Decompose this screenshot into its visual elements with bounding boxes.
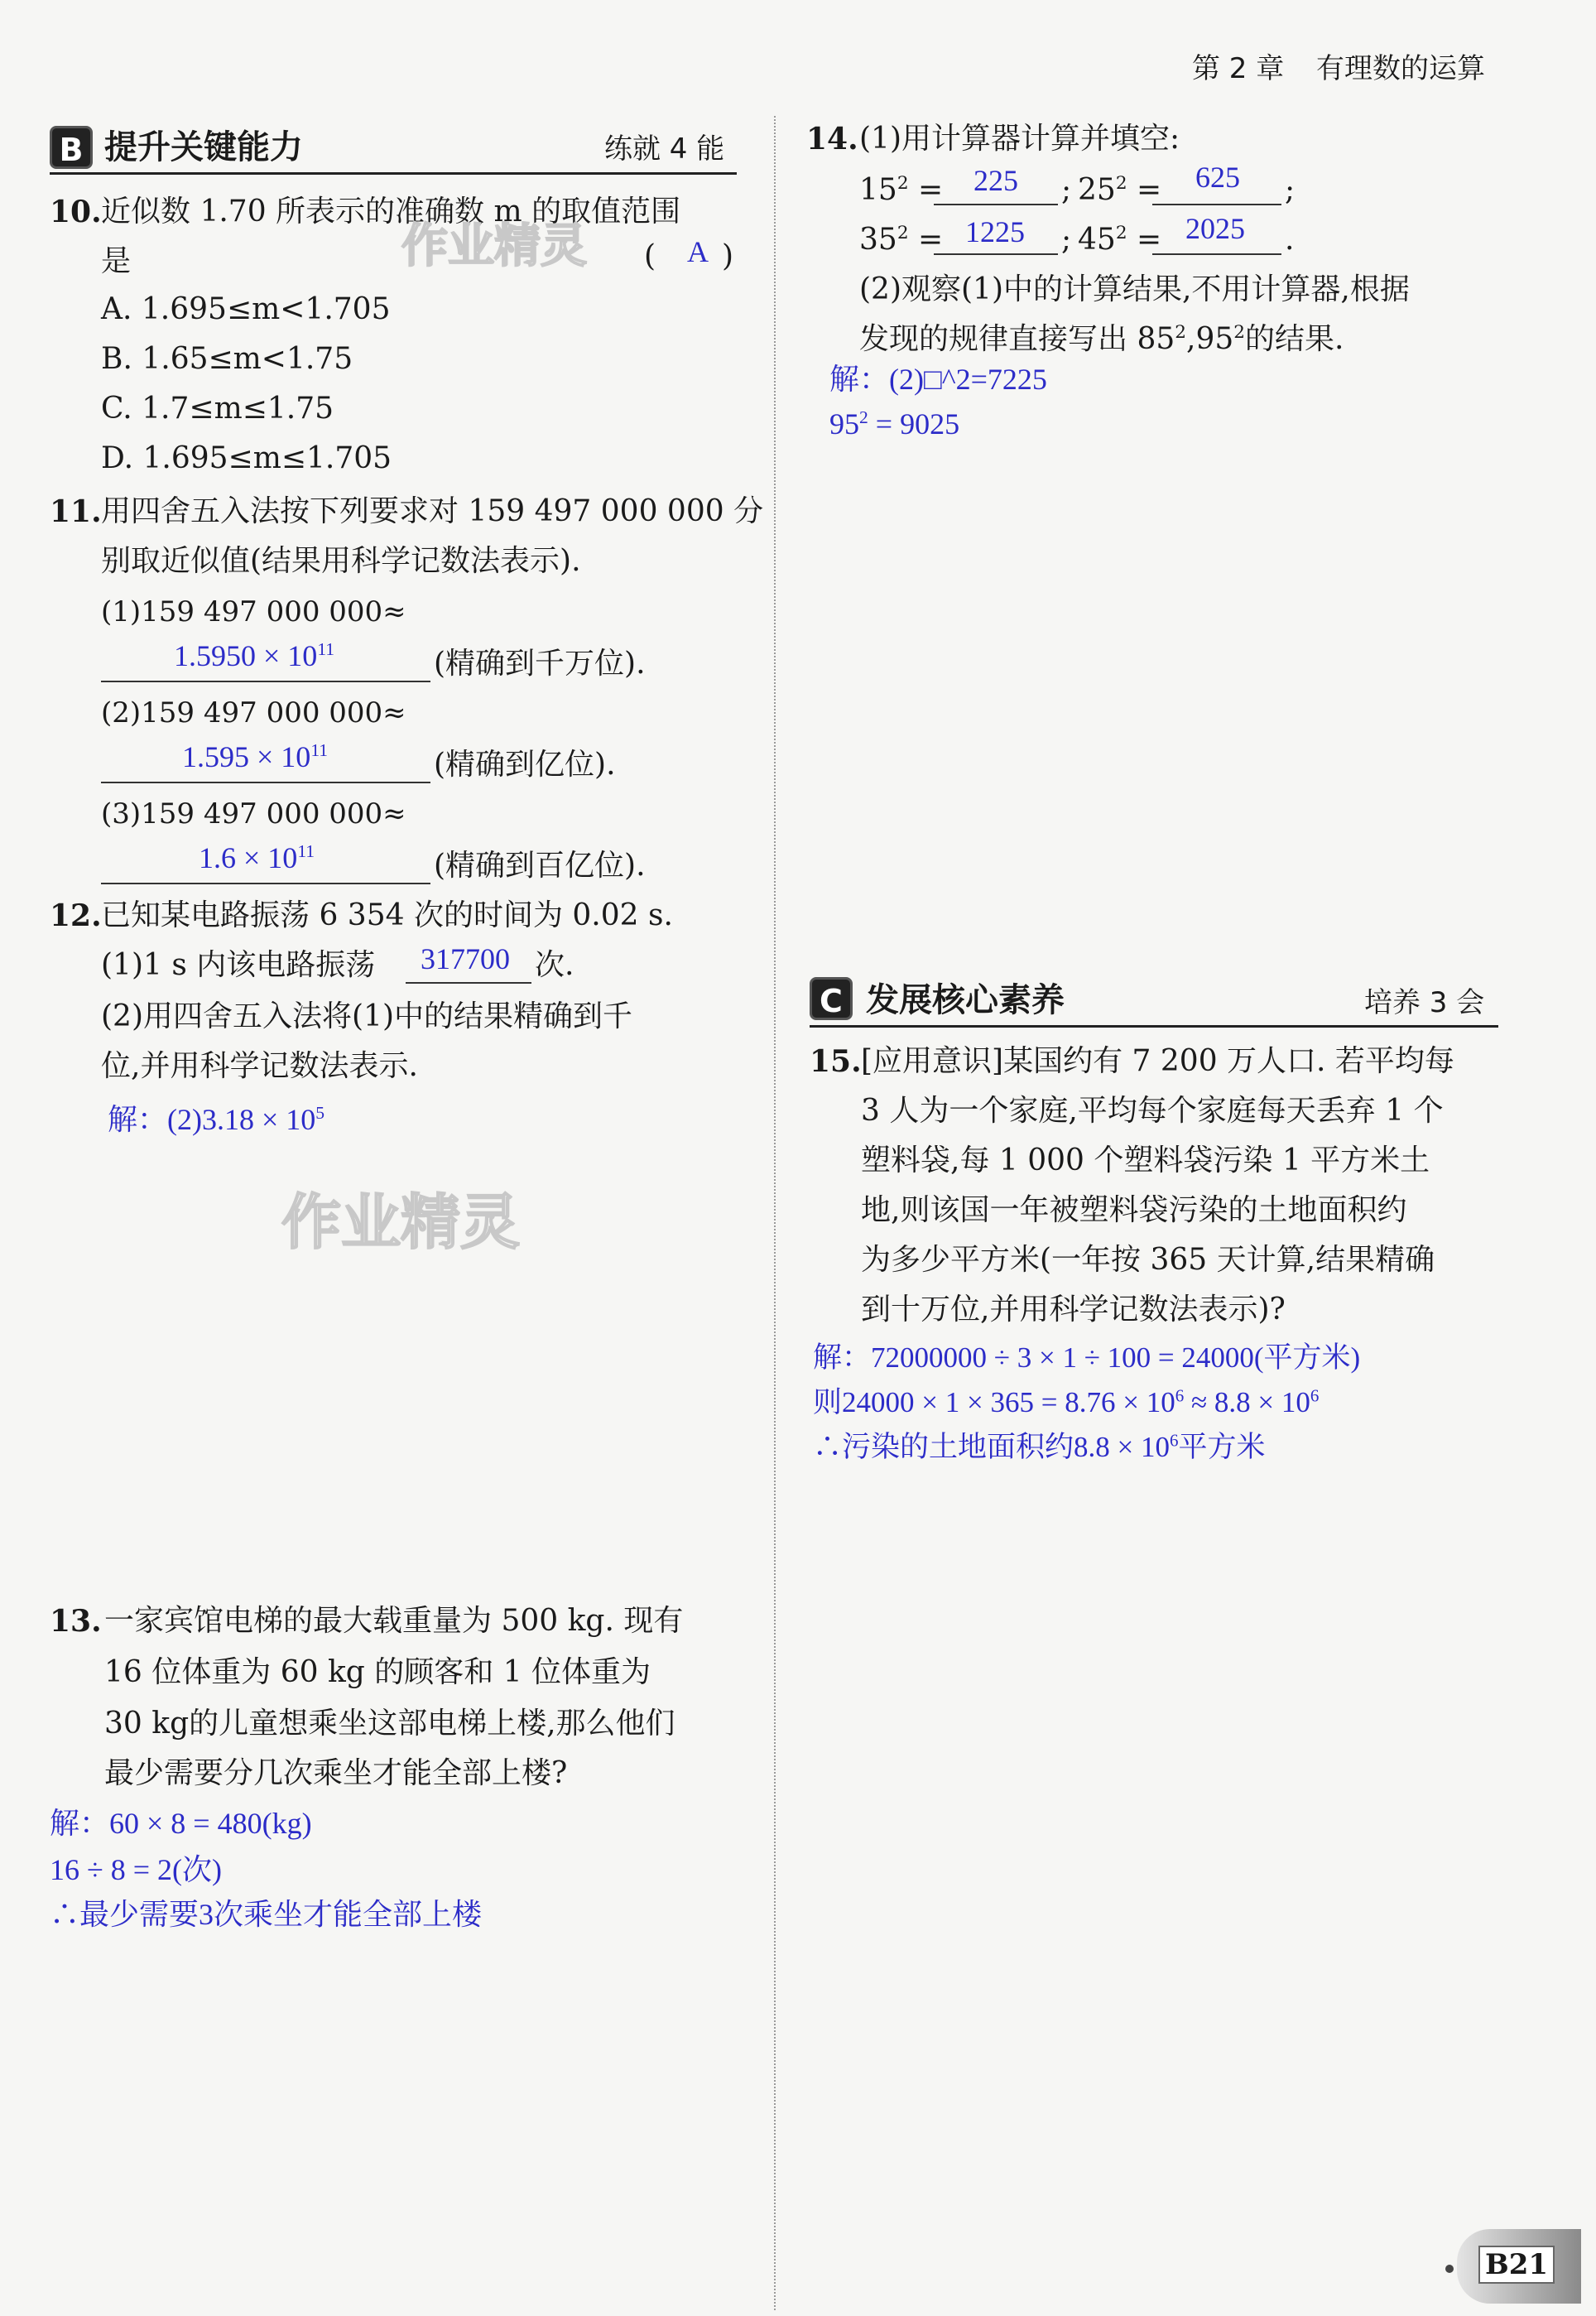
q11-line2: 别取近似值(结果用科学记数法表示). — [101, 544, 581, 578]
q14-item1-blank — [934, 204, 1058, 205]
q14-item1-sep: ; — [1061, 173, 1072, 207]
q12-number: 12. — [50, 898, 102, 933]
q11-part1-note: (精确到千万位). — [434, 647, 646, 681]
q12-part1-blank — [406, 982, 531, 984]
q15-line4: 地,则该国一年被塑料袋污染的土地面积约 — [861, 1193, 1407, 1227]
q11-part2-answer: $1.595 \times 10^{11}$ — [182, 740, 329, 773]
q15-line1: [应用意识]某国约有 7 200 万人口. 若平均每 — [861, 1044, 1454, 1078]
section-c-badge: C — [810, 977, 853, 1020]
section-c-rule — [810, 1025, 1498, 1028]
q11-part2-blank — [101, 782, 430, 783]
q15-line5: 为多少平方米(一年按 365 天计算,结果精确 — [861, 1243, 1435, 1277]
q14-item3-answer: 1225 — [965, 215, 1025, 248]
q14-item3-blank — [934, 253, 1058, 255]
q14-solution-line2: $95^2 = 9025$ — [829, 407, 960, 441]
q11-part3-blank — [101, 883, 430, 884]
section-b-rule — [50, 172, 737, 175]
q12-line1: 已知某电路振荡 6 354 次的时间为 0.02 s. — [101, 898, 673, 932]
q15-solution-line1: 解：72000000 ÷ 3 × 1 ÷ 100 = 24000(平方米) — [813, 1341, 1361, 1374]
q10-line1: 近似数 1.70 所表示的准确数 m 的取值范围 — [101, 195, 681, 229]
q14-item3-sep: ; — [1061, 223, 1072, 257]
q11-part2-note: (精确到亿位). — [434, 748, 616, 782]
q14-part2-line1: (2)观察(1)中的计算结果,不用计算器,根据 — [859, 272, 1410, 306]
q11-part3-prompt: (3)159 497 000 000≈ — [101, 797, 406, 831]
q13-line2: 16 位体重为 60 kg 的顾客和 1 位体重为 — [104, 1655, 651, 1689]
q13-solution-line2: 16 ÷ 8 = 2(次) — [50, 1853, 223, 1886]
q13-solution-line3: ∴最少需要3次乘坐才能全部上楼 — [50, 1898, 483, 1931]
q12-part1-prefix: (1)1 s 内该电路振荡 — [101, 948, 376, 982]
q13-line4: 最少需要分几次乘坐才能全部上楼? — [104, 1756, 568, 1790]
watermark-top: 作业精灵 — [401, 219, 587, 273]
q13-line3: 30 kg的儿童想乘坐这部电梯上楼,那么他们 — [104, 1707, 675, 1741]
q14-item4-answer: 2025 — [1185, 212, 1245, 245]
q14-item4-blank — [1152, 253, 1281, 255]
watermark-middle: 作业精灵 — [281, 1187, 521, 1257]
column-divider — [774, 116, 776, 2310]
q14-item2-blank — [1152, 204, 1281, 205]
q14-number: 14. — [806, 122, 858, 156]
q14-item4-sep: . — [1285, 223, 1295, 257]
q10-line2: 是 — [101, 244, 132, 278]
q14-item2-sep: ; — [1285, 173, 1296, 207]
q10-option-b: B. 1.65≤m<1.75 — [101, 342, 353, 376]
q13-line1: 一家宾馆电梯的最大载重量为 500 kg. 现有 — [104, 1604, 684, 1638]
q15-line2: 3 人为一个家庭,平均每个家庭每天丢弃 1 个 — [861, 1094, 1444, 1128]
q10-option-d: D. 1.695≤m≤1.705 — [101, 441, 392, 475]
q14-item3-label: $35^2$ = — [859, 223, 944, 257]
q15-number: 15. — [810, 1044, 862, 1079]
q14-part2-line2: 发现的规律直接写出 $85^2,95^2$的结果. — [859, 322, 1344, 356]
q10-option-c: C. 1.7≤m≤1.75 — [101, 392, 334, 426]
q12-part1-answer: 317700 — [421, 942, 510, 975]
q14-item1-answer: 225 — [973, 164, 1018, 197]
q14-item2-answer: 625 — [1195, 161, 1240, 194]
q10-number: 10. — [50, 195, 102, 229]
q13-solution-line1: 解：60 × 8 = 480(kg) — [50, 1807, 312, 1840]
section-c-tag: 培养 3 会 — [1364, 986, 1485, 1019]
chapter-number: 第 2 章 — [1192, 52, 1285, 85]
q12-part2-line1: (2)用四舍五入法将(1)中的结果精确到千 — [101, 999, 632, 1033]
q14-item1-label: $15^2$ = — [859, 173, 944, 207]
q11-part3-answer: $1.6 \times 10^{11}$ — [199, 841, 315, 874]
page-number: B21 — [1478, 2246, 1555, 2284]
q11-line1: 用四舍五入法按下列要求对 159 497 000 000 分 — [101, 494, 764, 528]
q14-solution-line1: 解：(2)□^2=7225 — [829, 363, 1047, 396]
section-b-tag: 练就 4 能 — [604, 132, 725, 166]
q12-part2-line2: 位,并用科学记数法表示. — [101, 1049, 418, 1083]
q13-number: 13. — [50, 1604, 102, 1639]
q11-number: 11. — [50, 494, 102, 529]
q12-solution: 解：$(2)3.18 \times 10^5$ — [108, 1103, 325, 1136]
chapter-title: 有理数的运算 — [1316, 52, 1485, 85]
q10-paren-close: ) — [722, 239, 734, 273]
section-c-title: 发展核心素养 — [866, 981, 1065, 1019]
q11-part3-note: (精确到百亿位). — [434, 849, 646, 883]
q10-answer: A — [687, 235, 709, 268]
section-b-badge: B — [50, 126, 93, 169]
q15-line3: 塑料袋,每 1 000 个塑料袋污染 1 平方米土 — [861, 1144, 1430, 1177]
q14-item2-label: $25^2$ = — [1078, 173, 1162, 207]
q15-solution-line2: 则$24000 \times 1 \times 365 = 8.76 \times 10^6 \approx 8.8 \times 10^6$ — [813, 1385, 1320, 1418]
q14-line1: (1)用计算器计算并填空: — [859, 122, 1180, 156]
q15-solution-line3: ∴污染的土地面积约$8.8 \times 10^6$平方米 — [813, 1430, 1266, 1463]
q11-part1-blank — [101, 681, 430, 682]
q10-paren-open: ( — [644, 239, 656, 273]
q11-part2-prompt: (2)159 497 000 000≈ — [101, 696, 406, 729]
q12-part1-suffix: 次. — [535, 948, 574, 982]
q11-part1-answer: $1.5950 \times 10^{11}$ — [174, 639, 335, 672]
page-number-dot — [1445, 2265, 1454, 2273]
q15-line6: 到十万位,并用科学记数法表示)? — [861, 1293, 1286, 1327]
q10-option-a: A. 1.695≤m<1.705 — [101, 292, 391, 326]
q14-item4-label: $45^2$ = — [1078, 223, 1162, 257]
q11-part1-prompt: (1)159 497 000 000≈ — [101, 595, 406, 628]
section-b-title: 提升关键能力 — [104, 128, 303, 166]
